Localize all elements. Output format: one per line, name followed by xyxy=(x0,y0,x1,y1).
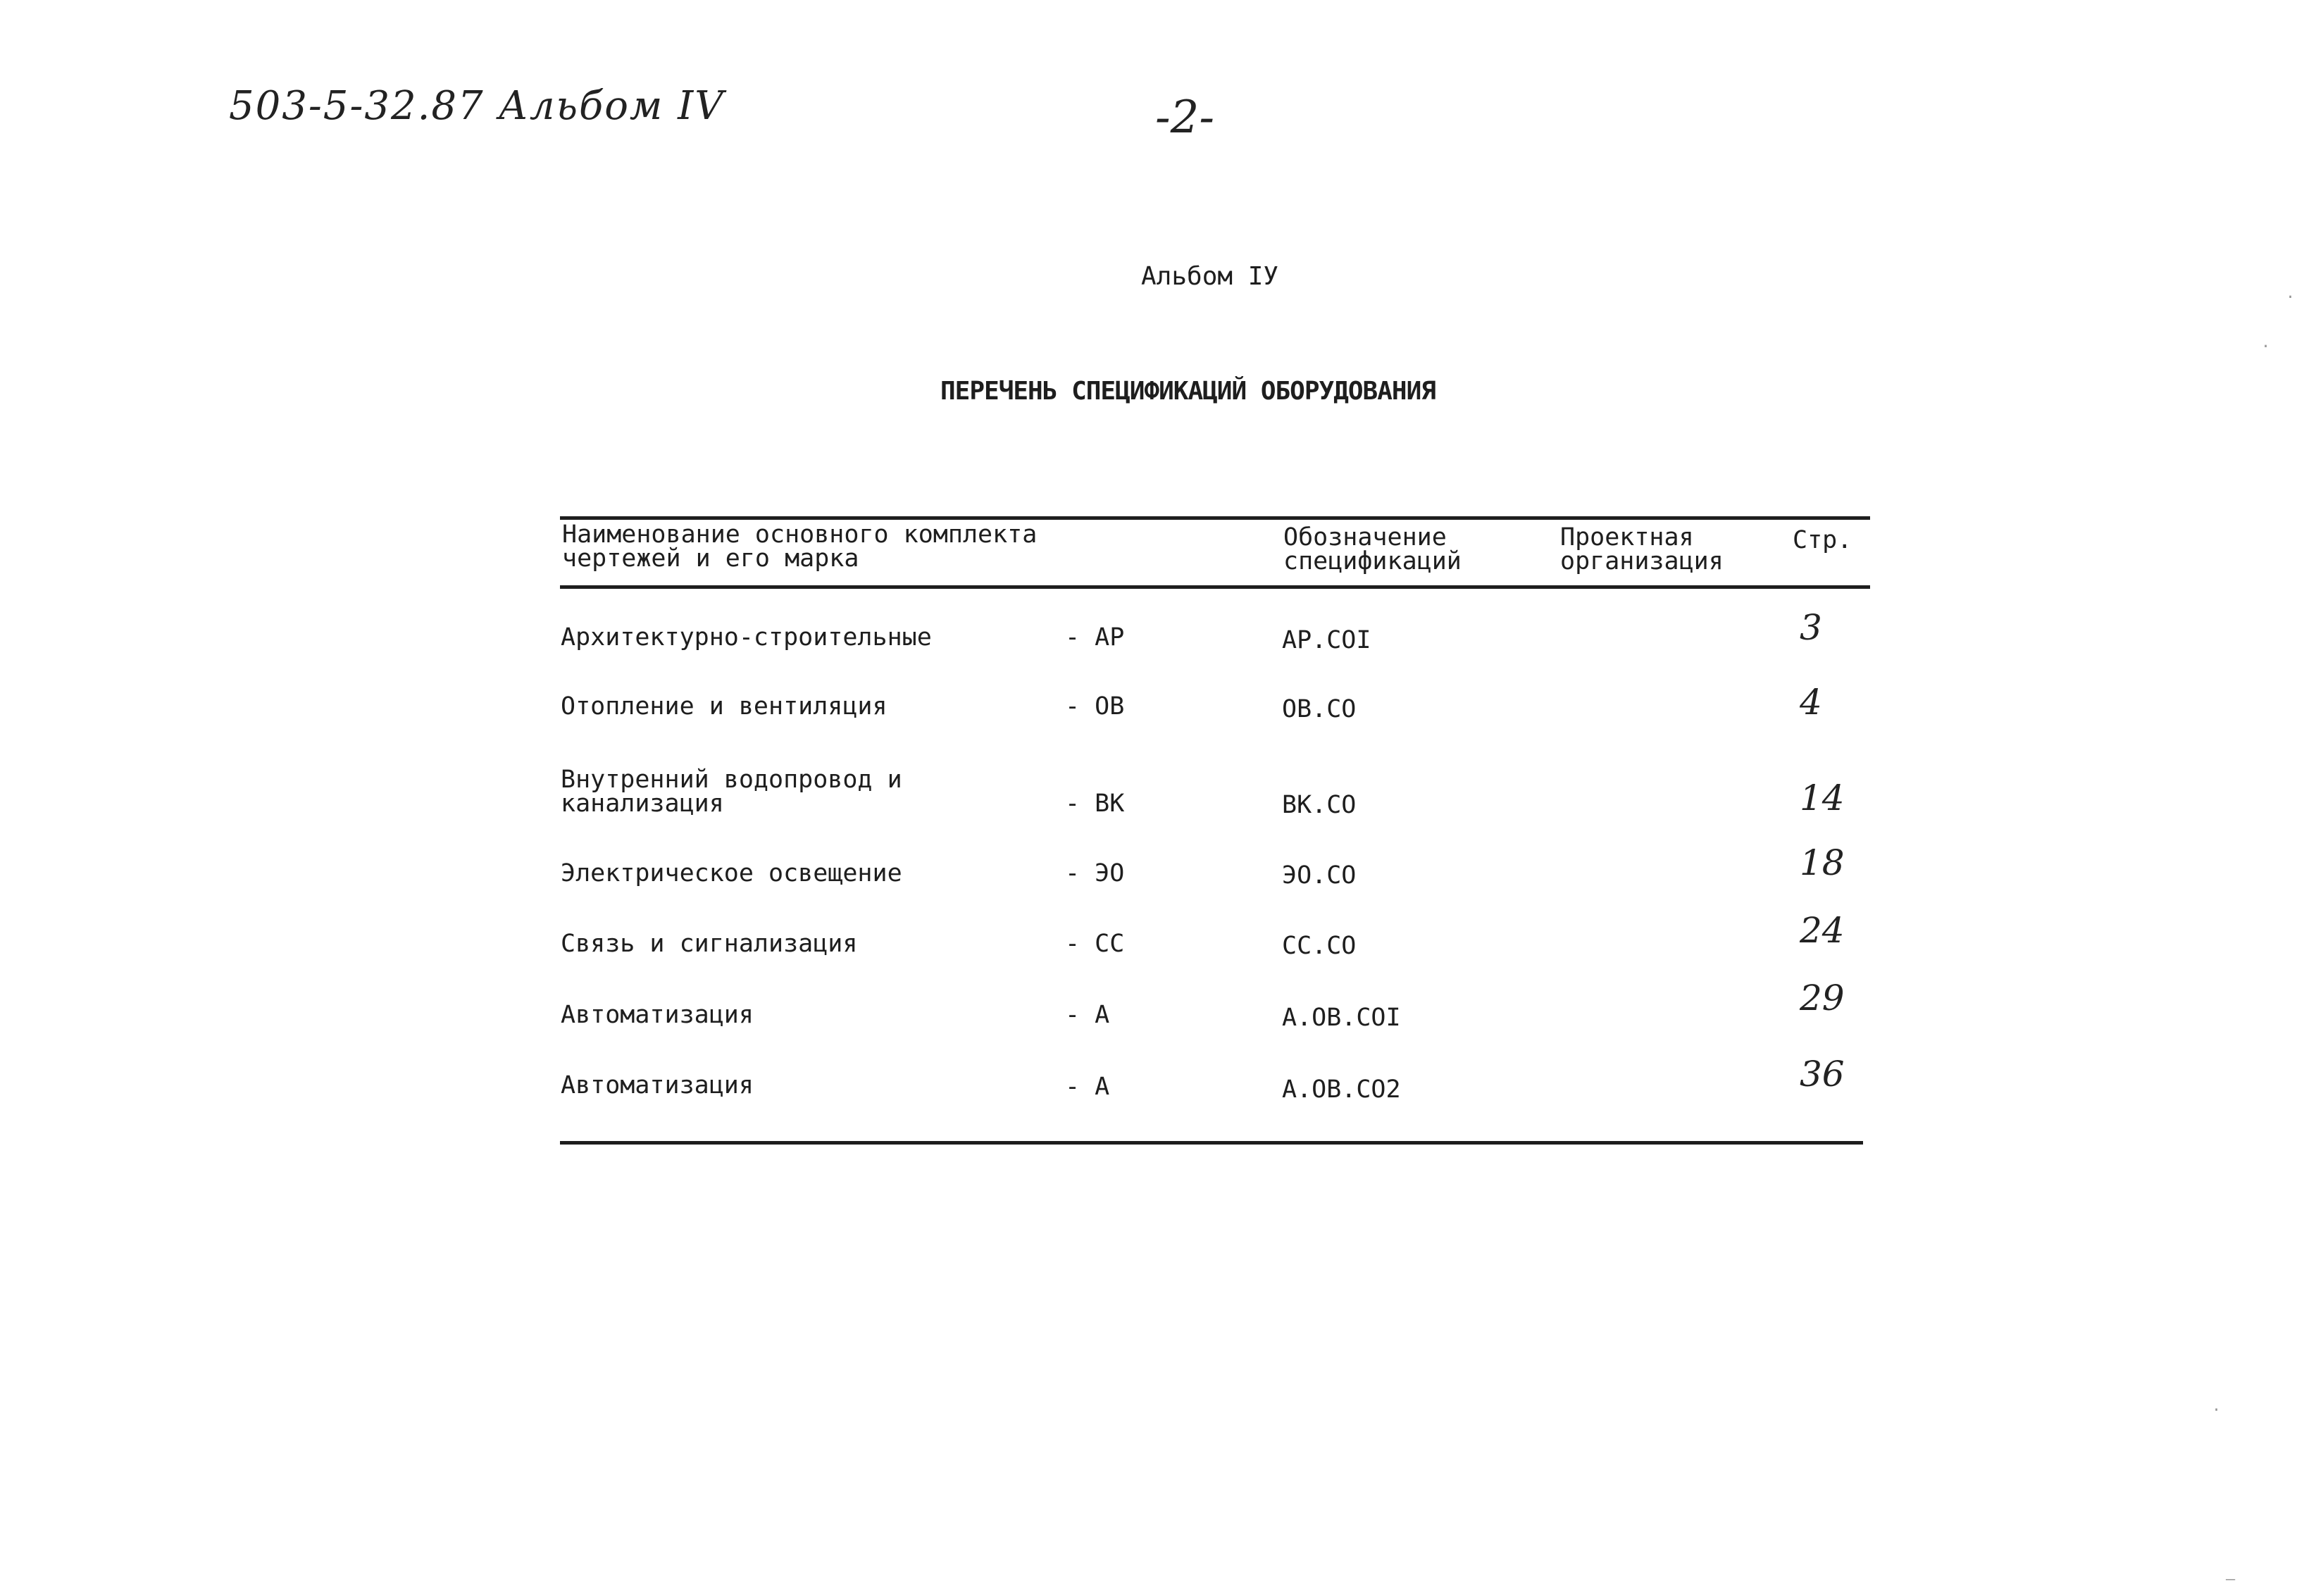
row-mark: - СС xyxy=(1065,930,1125,958)
column-header-org xyxy=(1560,525,1724,573)
row-mark: - А xyxy=(1065,1073,1110,1101)
row-name: Отопление и вентиляция xyxy=(561,692,888,721)
table-header-rule xyxy=(560,585,1870,589)
column-header-spec-line1: Обозначение xyxy=(1283,523,1447,551)
row-name: Электрическое освещение xyxy=(561,859,902,887)
row-page: 24 xyxy=(1800,910,1845,951)
row-spec: ОВ.СО xyxy=(1282,695,1357,723)
table-top-rule xyxy=(560,516,1870,520)
row-page: 3 xyxy=(1800,607,1822,648)
column-header-org-line2: организация xyxy=(1560,547,1724,575)
row-mark: - ЭО xyxy=(1065,859,1125,887)
row-spec: ВК.СО xyxy=(1282,791,1357,819)
column-header-spec-line2: спецификаций xyxy=(1283,547,1462,575)
column-header-name-line2: чертежей и его марка xyxy=(562,544,859,573)
row-mark: - АР xyxy=(1065,623,1125,652)
column-header-spec xyxy=(1283,525,1462,573)
page-number: -2- xyxy=(1155,92,1214,144)
row-name: Связь и сигнализация xyxy=(561,930,858,958)
column-header-page: Стр. xyxy=(1793,526,1852,554)
scan-speck: — xyxy=(2226,1571,2236,1588)
list-title: ПЕРЕЧЕНЬ СПЕЦИФИКАЦИЙ ОБОРУДОВАНИЯ xyxy=(940,377,1435,406)
row-name: Архитектурно-строительные xyxy=(561,623,932,652)
scan-speck: · xyxy=(2286,289,2296,306)
row-spec: А.ОВ.СОI xyxy=(1282,1004,1401,1032)
row-page: 18 xyxy=(1800,842,1845,883)
row-spec: ЭО.СО xyxy=(1282,861,1357,890)
row-name: Автоматизация xyxy=(561,1001,754,1029)
row-mark: - ОВ xyxy=(1065,692,1125,721)
column-header-name xyxy=(562,520,1038,573)
row-page: 36 xyxy=(1800,1054,1845,1095)
row-name: Автоматизация xyxy=(561,1071,754,1099)
column-header-org-line1: Проектная xyxy=(1560,523,1694,551)
document-code: 503-5-32.87 Альбом IV xyxy=(229,83,725,129)
row-mark: - ВК xyxy=(1065,790,1125,818)
row-name-line2: канализация xyxy=(561,790,724,818)
row-name xyxy=(561,768,902,816)
row-spec: А.ОВ.СО2 xyxy=(1282,1076,1401,1104)
album-title: Альбом IУ xyxy=(1141,262,1279,291)
row-page: 14 xyxy=(1800,778,1845,818)
row-spec: СС.СО xyxy=(1282,932,1357,960)
row-name-line1: Внутренний водопровод и xyxy=(561,766,902,794)
row-page: 4 xyxy=(1800,682,1822,723)
row-mark: - А xyxy=(1065,1001,1110,1029)
row-spec: АР.СОI xyxy=(1282,626,1371,654)
scan-speck: · xyxy=(2261,338,2271,356)
row-page: 29 xyxy=(1800,978,1845,1018)
table-bottom-rule xyxy=(560,1141,1863,1145)
column-header-name-line1: Наименование основного комплекта xyxy=(562,520,1038,549)
scan-speck: · xyxy=(2212,1402,2222,1419)
